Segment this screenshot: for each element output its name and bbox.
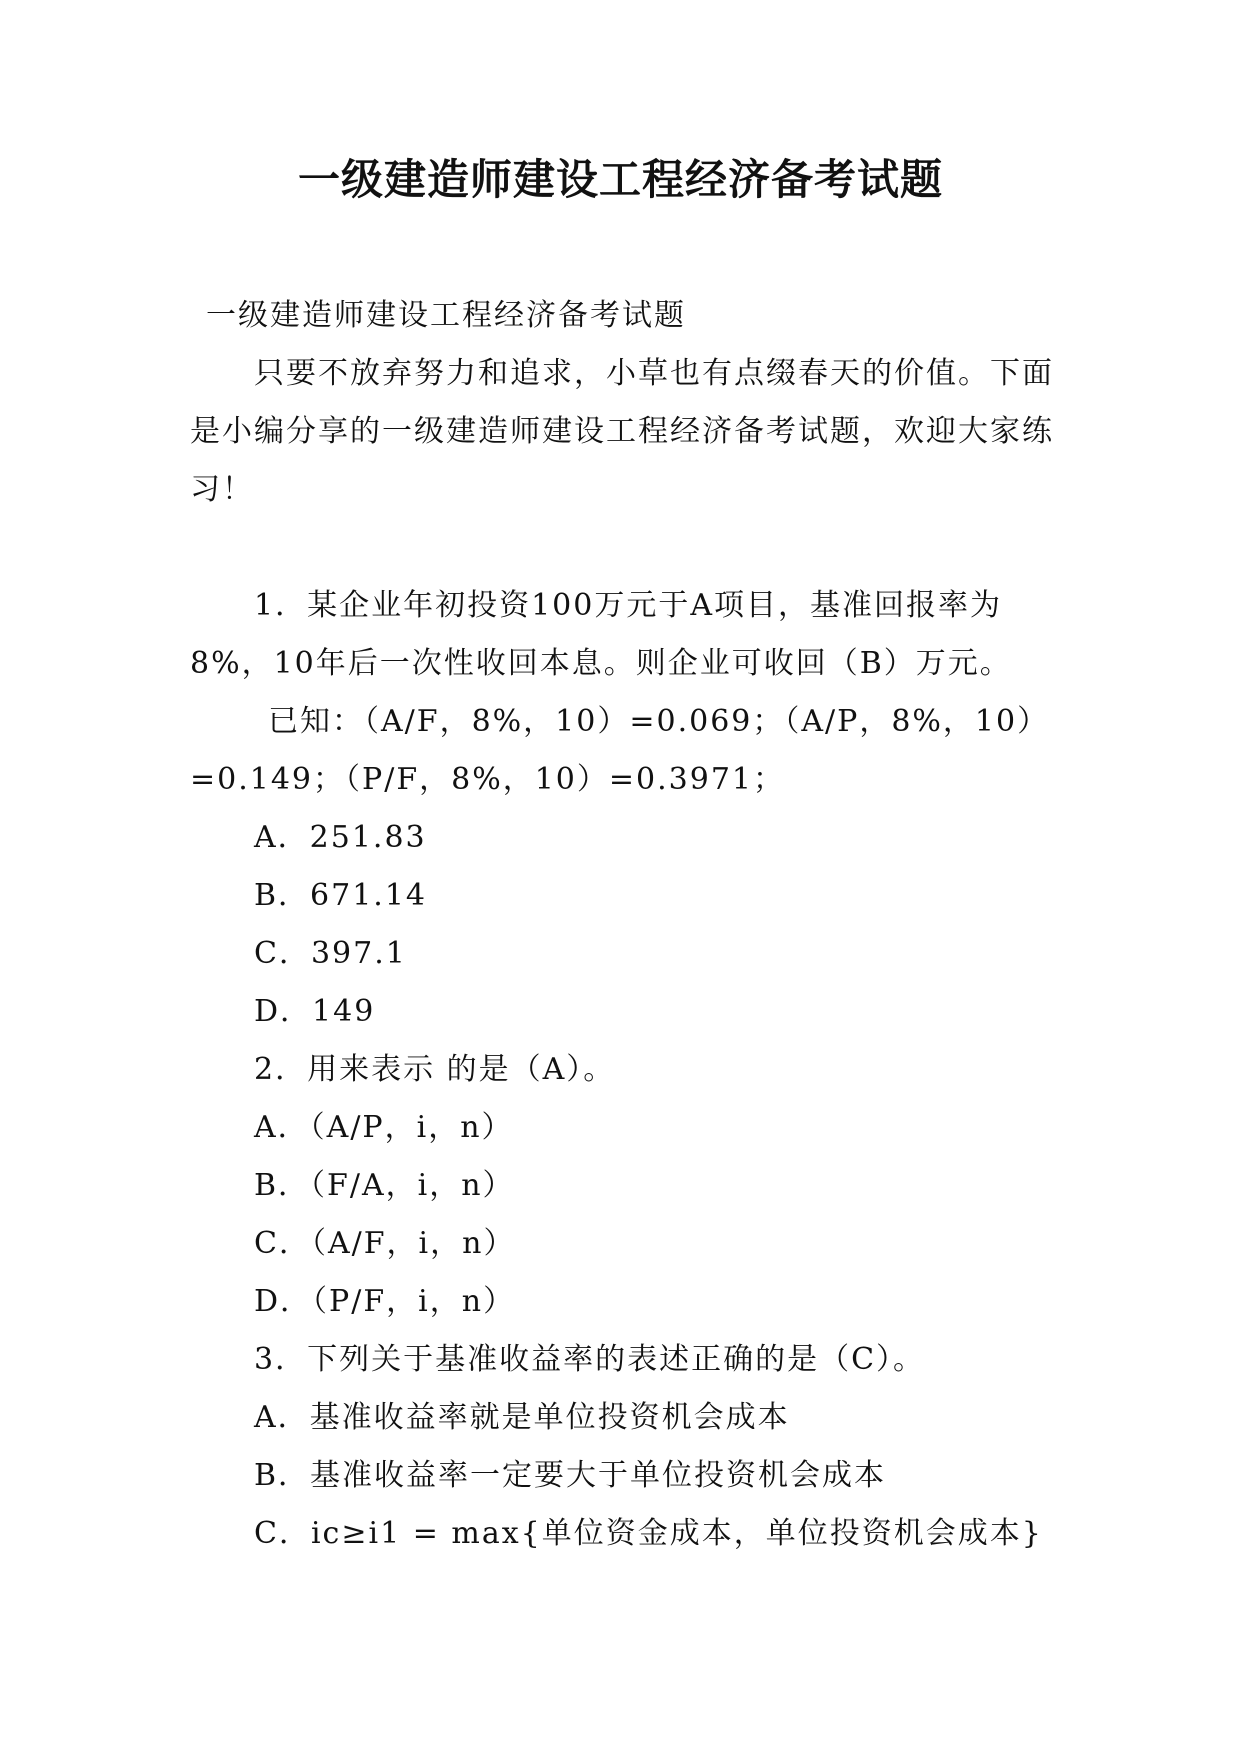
question-2: 2．用来表示 的是（A）。 <box>254 1052 616 1087</box>
question-1-given: 已知：（A/F，8%，10）=0.069；（A/P，8%，10）=0.149；（P/F，8%，10）=0.3971； <box>190 704 1050 797</box>
question-2-option-d: D．（P/F，i，n） <box>254 1284 516 1319</box>
question-1-option-b: B．671.14 <box>254 878 428 913</box>
subtitle: 一级建造师建设工程经济备考试题 <box>206 298 686 333</box>
intro-paragraph: 只要不放弃努力和追求，小草也有点缀春天的价值。下面是小编分享的一级建造师建设工程经济备考试题，欢迎大家练习！ <box>190 356 1054 507</box>
question-3-option-a: A．基准收益率就是单位投资机会成本 <box>254 1400 790 1435</box>
question-2-option-c: C．（A/F，i，n） <box>254 1226 516 1261</box>
question-3-option-c: C．ic≥i1 = max{单位资金成本，单位投资机会成本} <box>254 1516 1043 1551</box>
question-1-option-a: A．251.83 <box>254 820 427 855</box>
question-2-option-a: A．（A/P，i，n） <box>254 1110 514 1145</box>
question-1: 1．某企业年初投资100万元于A项目，基准回报率为8%，10年后一次性收回本息。则企业可收回（B）万元。 <box>190 588 1012 681</box>
question-1-option-d: D．149 <box>254 994 376 1029</box>
question-3: 3．下列关于基准收益率的表述正确的是（C）。 <box>254 1342 926 1377</box>
page-title: 一级建造师建设工程经济备考试题 <box>297 155 943 204</box>
question-2-option-b: B．（F/A，i，n） <box>254 1168 515 1203</box>
document-body <box>190 287 1060 1563</box>
question-1-option-c: C．397.1 <box>254 936 407 971</box>
question-3-option-b: B．基准收益率一定要大于单位投资机会成本 <box>254 1458 887 1493</box>
spacer <box>190 519 1060 577</box>
